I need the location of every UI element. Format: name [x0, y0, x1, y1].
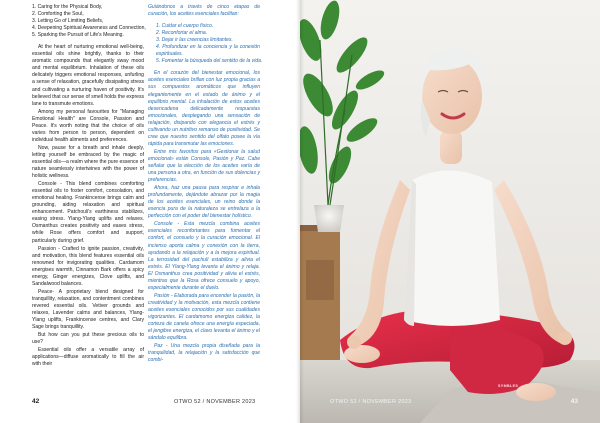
- paragraph: Passion - Crafted to ignite passion, creativity, and motivation, this blend features essential oils renowned for invigorating qualities. Cardamom energises warmth, Cinnamon Bark offers a spicy energy, Ginger energizes, Clove uplifts, and Sandalwood balances.: [32, 245, 144, 287]
- list-item: 2. Reconfortar el alma.: [156, 30, 208, 37]
- paragraph: Essential oils offer a versatile array of applications—diffuse aromatically to fill the air with their: [32, 347, 144, 368]
- paragraph: Peace- A proprietary blend designed for tranquillity, relaxation, and contentment combines revered essential oils. Vetiver grounds and relaxes, Lavender calms and balances, Ylang-Ylang uplifts, Frankincense centres, and Clary Sage brings tranquillity.: [32, 288, 144, 331]
- paragraph: Console - Esta mezcla combina aceites esenciales reconfortantes para fomentar el confort, el consuelo y la curación emocional. El incienso aporta calma y conexión con la tierra, ayudando a la relajación y a la mejora espiritual. La terrosidad del pachulí estabiliza y alivia el estrés. El Ylang-Ylang levanta el ánimo y relaja. El Osmanthus crea positividad y alivia el estrés, mientras que la Rosa ofrece consuelo y apoyo, especialmente durante el duelo.: [148, 221, 260, 291]
- paragraph: Paz - Una mezcla propia diseñada para la tranquilidad, la relajación y la satisfacción que combi-: [148, 343, 260, 364]
- issue-label: OTWO 52 / NOVEMBER 2023: [330, 399, 412, 405]
- paragraph: But how can you put these precious oils to use?: [32, 332, 144, 346]
- list-item: 1. Caring for the Physical Body,: [32, 4, 103, 10]
- right-page-photo: [300, 0, 600, 423]
- left-page-footer: [32, 398, 272, 410]
- issue-label: OTWO 52 / NOVEMBER 2023: [174, 399, 256, 405]
- healing-stages-list-es: [156, 23, 263, 65]
- paragraph: Among my personal favourites for "Managing Emotional Health" are Console, Passion and Peace. It's worth noting that the choice of oils varies from person to person, dependent on individual health aliments and preferences.: [32, 108, 144, 143]
- page-number: 43: [570, 398, 578, 405]
- intro-paragraph: Guiándonos a través de cinco etapas de curación, los aceites esenciales facilitan:: [148, 4, 260, 18]
- yoga-woman-photo: [300, 0, 600, 423]
- paragraph: Console - This blend combines comforting essential oils to foster comfort, consolation, and emotional healing. Frankincense brings calm and grounding, aiding relaxation and spiritual enhancement. Patchouli's earthiness stabilizes, easing stress. Ylang-Ylang uplifts and relaxes. Osmanthus creates positivity and eases stress, while Rose offers comfort and support, particularly during grief.: [32, 181, 144, 244]
- page-gutter-shadow: [296, 0, 304, 423]
- list-item: 3. Letting Go of Limiting Beliefs,: [32, 18, 104, 25]
- paragraph: Pasión - Elaborada para encender la pasión, la creatividad y la motivación, esta mezcla contiene aceites esenciales conocidos por sus cualidades vigorizantes. El cardamomo energiza calidez, la corteza de canela ofrece una energía especiada, el jengibre energiza, el clavo levanta el ánimo y el sándalo equilibra.: [148, 292, 260, 342]
- list-item: 1. Cuidar el cuerpo físico.: [156, 23, 214, 30]
- article-column-english: [32, 4, 144, 369]
- list-item: 4. Profundizar en la conciencia y la conexión espirituales.: [156, 44, 260, 58]
- shirt-logo: SYMBLES: [498, 384, 519, 388]
- right-page-footer: [330, 398, 590, 410]
- list-item: 2. Comforting the Soul,: [32, 11, 84, 18]
- article-column-spanish: [148, 4, 263, 365]
- paragraph: Ahora, haz una pausa para respirar e inhala profundamente, dejándote abrazar por la magia de los aceites esenciales, un reino donde la esencia pura de la naturaleza se entrelaza a la perfección con el poder del bienestar holístico.: [148, 185, 260, 220]
- paragraph: Entre mis favoritos para «Gestionar la salud emocional» están Console, Pasión y Paz. Cabe señalar que la elección de los aceites varía de una persona a otra, en función de sus dolencias y preferencias.: [148, 148, 260, 184]
- healing-stages-list: [32, 4, 144, 39]
- paragraph: Now, pause for a breath and inhale deeply, letting yourself be embraced by the magic of essential oils—a realm where the pure essence of nature seamlessly intertwines with the power of holistic wellness.: [32, 144, 144, 180]
- list-item: 4. Deepening Spiritual Awareness and Connection,: [32, 25, 146, 32]
- page-number: 42: [32, 398, 40, 405]
- paragraph: En el corazón del bienestar emocional, los aceites esenciales brillan con luz propia gracias a sus compuestos aromáticos que influyen elegantemente en el estado de ánimo y el equilibrio mental. La inhalación de estos aceites desencadena delicadamente respuestas emocionales, desplegando una sensación de relajación, disipando con elegancia el estrés y cultivando un nutritivo remanso de positividad. Se cree que nuestro sentido del olfato posee la vía rápida para transmutar las emociones.: [148, 70, 260, 147]
- list-item: 5. Sparking the Pursuit of Life's Meaning.: [32, 32, 124, 39]
- list-item: 3. Dejar ir las creencias limitantes.: [156, 37, 233, 44]
- list-item: 5. Fomentar la búsqueda del sentido de la vida.: [156, 58, 263, 65]
- paragraph: At the heart of nurturing emotional well-being, essential oils shine brightly, thanks to their aromatic compounds that elegantly sway mood and mental equilibrium. Inhalation of these oils delicately triggers emotional responses, unfurling a sense of relaxation, gracefully dissipating stress and cultivating a nurturing haven of positivity. It's believed that our sense of smell holds the express lane to transmute emotions.: [32, 44, 144, 107]
